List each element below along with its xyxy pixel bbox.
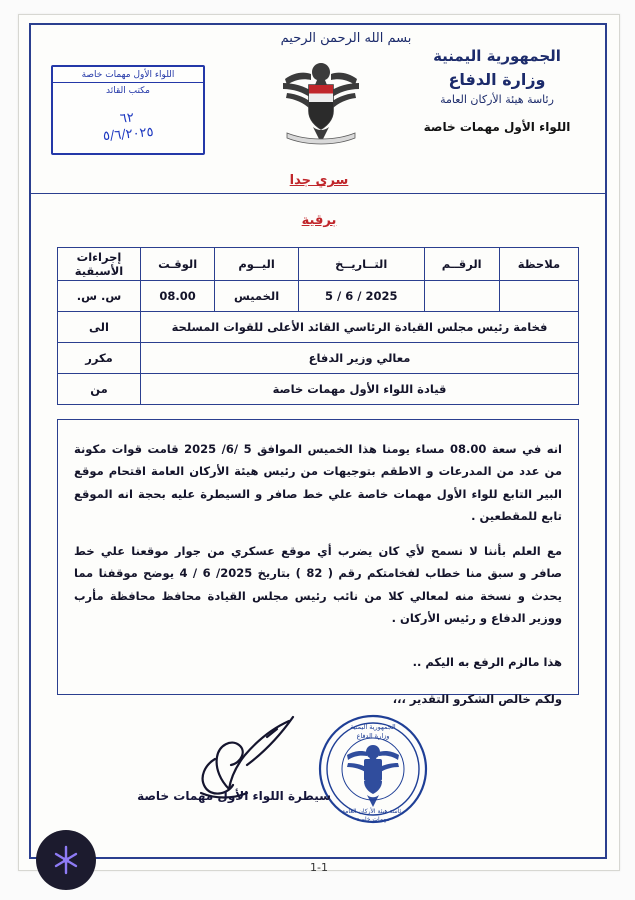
label-to: الى bbox=[58, 312, 141, 343]
svg-text:الجمهورية اليمنية: الجمهورية اليمنية bbox=[350, 723, 396, 731]
cell-date: 2025 / 6 / 5 bbox=[298, 281, 424, 312]
paper-sheet bbox=[18, 14, 620, 874]
document-type-label: برقية bbox=[301, 213, 337, 228]
cell-note bbox=[499, 281, 578, 312]
table-row bbox=[58, 374, 579, 405]
classification-label: سري جدا bbox=[289, 173, 349, 188]
message-body bbox=[57, 419, 579, 706]
metadata-table bbox=[57, 247, 579, 405]
body-closing-1: هذا مالزم الرفع به اليكم .. bbox=[412, 655, 562, 670]
basmala-text: بسم الله الرحمن الرحيم bbox=[280, 31, 412, 46]
stamp-line-2: مكتب القائد bbox=[106, 85, 150, 96]
signature-area bbox=[57, 701, 579, 847]
letterhead-line-4: اللواء الأول مهمات خاصة bbox=[423, 120, 571, 134]
body-closing-2: ولكم خالص الشكرو التقدير ،،، bbox=[392, 691, 562, 706]
letterhead-line-2: وزارة الدفاع bbox=[448, 69, 546, 89]
header-number: الرقــم bbox=[424, 248, 499, 281]
letterhead-line-3: رئاسة هيئة الأركان العامة bbox=[440, 92, 554, 106]
label-cc: مكرر bbox=[58, 343, 141, 374]
table-row bbox=[58, 343, 579, 374]
svg-text:وزارة الدفاع: وزارة الدفاع bbox=[356, 732, 390, 740]
cell-priority: س. س. bbox=[58, 281, 141, 312]
label-from: من bbox=[58, 374, 141, 405]
document-header bbox=[33, 27, 601, 167]
app-badge-icon bbox=[36, 830, 96, 890]
cell-number bbox=[424, 281, 499, 312]
registration-stamp-box bbox=[51, 65, 205, 155]
cell-recipient-cc: معالي وزير الدفاع bbox=[141, 343, 579, 374]
signature-caption: سيطرة اللواء الأول مهمات خاصة bbox=[137, 789, 331, 803]
body-paragraph-2: مع العلم بأننا لا نسمح لأي كان يضرب أي موقع عسكري من جوار موقعنا علي خط صافر و سبق منا خطاب لفخامتكم رقم ( 82 ) بتاريخ 2025/ 6 / 4 يوضح موقفنا مما يحدث و نسخة منه لمعالي كلا من نائب رئيس مجلس القيادة محافظ محافظة مأرب ووزير الدفاع و رئيس الأركان . bbox=[74, 543, 562, 625]
stamp-line-1: اللواء الأول مهمات خاصة bbox=[53, 67, 203, 83]
cell-day: الخميس bbox=[215, 281, 299, 312]
national-emblem-icon bbox=[269, 53, 373, 145]
header-date: التــاريــخ bbox=[298, 248, 424, 281]
cell-time: 08.00 bbox=[141, 281, 215, 312]
table-row bbox=[58, 312, 579, 343]
cell-sender-from: قيادة اللواء الأول مهمات خاصة bbox=[141, 374, 579, 405]
header-time: الوقـت bbox=[141, 248, 215, 281]
svg-text:مهمات خاصة: مهمات خاصة bbox=[356, 816, 390, 823]
page-number: 1-1 bbox=[310, 861, 328, 874]
table-row bbox=[58, 281, 579, 312]
table-header-row bbox=[58, 248, 579, 281]
stamp-date-value: ٥/٦/٢٠٢٥ bbox=[102, 125, 155, 145]
header-priority: إجراءات الأسبقية bbox=[58, 248, 141, 281]
header-note: ملاحظة bbox=[499, 248, 578, 281]
stamp-number-value: ٦٢ bbox=[119, 110, 135, 127]
stamp-handwriting bbox=[56, 105, 201, 155]
body-paragraph-1: انه في سعة 08.00 مساء يومنا هذا الخميس الموافق 5 /6/ 2025 قامت قوات مكونة من عدد من المدرعات و الاطقم بتوجيهات من رئيس هيئة الأركان العامة اقتحام موقع البير التابع للواء الأول مهمات خاصة علي خط صافر و السيطرة عليه بحجة انه الموقع تابع للمقطعين . bbox=[74, 442, 562, 524]
letterhead-line-1: الجمهورية اليمنية bbox=[433, 47, 561, 65]
header-divider bbox=[29, 193, 607, 194]
cell-recipient-to: فخامة رئيس مجلس القيادة الرئاسي القائد الأعلى للقوات المسلحة bbox=[141, 312, 579, 343]
header-day: اليــوم bbox=[215, 248, 299, 281]
letterhead-block bbox=[397, 45, 597, 136]
official-seal-icon bbox=[317, 713, 429, 825]
svg-text:رئاسة هيئة الأركان العامة: رئاسة هيئة الأركان العامة bbox=[341, 808, 405, 815]
